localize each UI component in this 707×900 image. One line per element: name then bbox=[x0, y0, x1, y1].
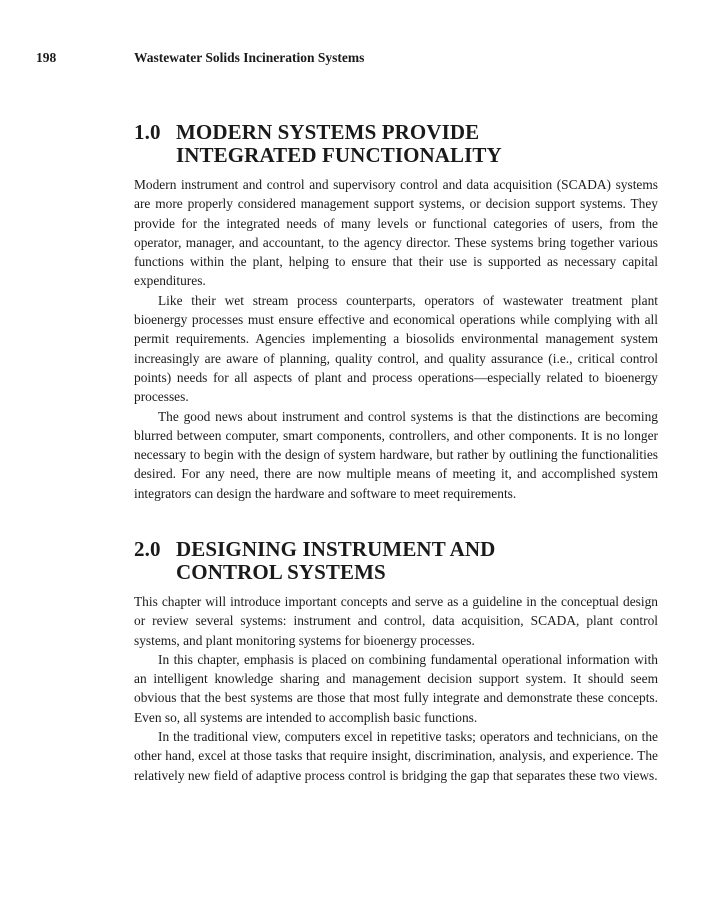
running-head bbox=[36, 50, 676, 70]
paragraph: The good news about instrument and control systems is that the distinctions are becoming blurred between computer, smart components, controllers, and other components. It is no longer necessary to begin with the design of system hardware, but rather by outlining the functionalities desired. For any need, there are now multiple means of meeting it, and accomplished system integrators can design the hardware and software to meet requirements. bbox=[134, 408, 658, 501]
paragraph: Modern instrument and control and supervisory control and data acquisition (SCADA) systems are more properly considered management support systems, or decision support systems. They provide for the integrated needs of many levels or functional categories of users, from the operator, manager, and accountant, to the agency director. These systems bring together various functions within the plant, helping to ensure that their use is supported as necessary capital expenditures. bbox=[134, 177, 658, 289]
section-1 bbox=[134, 121, 658, 503]
section-title: MODERN SYSTEMS PROVIDE INTEGRATED FUNCTIONALITY bbox=[176, 120, 502, 167]
section-2 bbox=[134, 538, 658, 785]
page-number: 198 bbox=[36, 50, 57, 65]
section-number: 1.0 bbox=[134, 120, 161, 144]
section-heading bbox=[134, 538, 658, 584]
section-title: DESIGNING INSTRUMENT AND CONTROL SYSTEMS bbox=[176, 537, 496, 584]
paragraph: This chapter will introduce important concepts and serve as a guideline in the conceptual design or review several systems: instrument and control, data acquisition, SCADA, plant control systems, and plant monitoring systems for bioenergy processes. bbox=[134, 594, 658, 648]
book-title: Wastewater Solids Incineration Systems bbox=[134, 50, 365, 65]
section-heading bbox=[134, 121, 658, 167]
section-number: 2.0 bbox=[134, 537, 161, 561]
paragraph: In the traditional view, computers excel in repetitive tasks; operators and technicians, on the other hand, excel at those tasks that require insight, discrimination, analysis, and experience. The relatively new field of adaptive process control is bridging the gap that separates these two views. bbox=[134, 729, 658, 783]
paragraph: Like their wet stream process counterparts, operators of wastewater treatment plant bioenergy processes must ensure effective and economical operations while complying with all permit requirements. Agencies implementing a biosolids environmental management system increasingly are aware of planning, quality control, and quality assurance (i.e., critical control points) needs for all aspects of plant and process operations—especially related to bioenergy processes. bbox=[134, 292, 658, 405]
paragraph: In this chapter, emphasis is placed on combining fundamental operational information with an intelligent knowledge sharing and management decision support system. It should seem obvious that the best systems are those that most fully integrate and demonstrate these concepts. Even so, all systems are intended to accomplish basic functions. bbox=[134, 651, 658, 725]
